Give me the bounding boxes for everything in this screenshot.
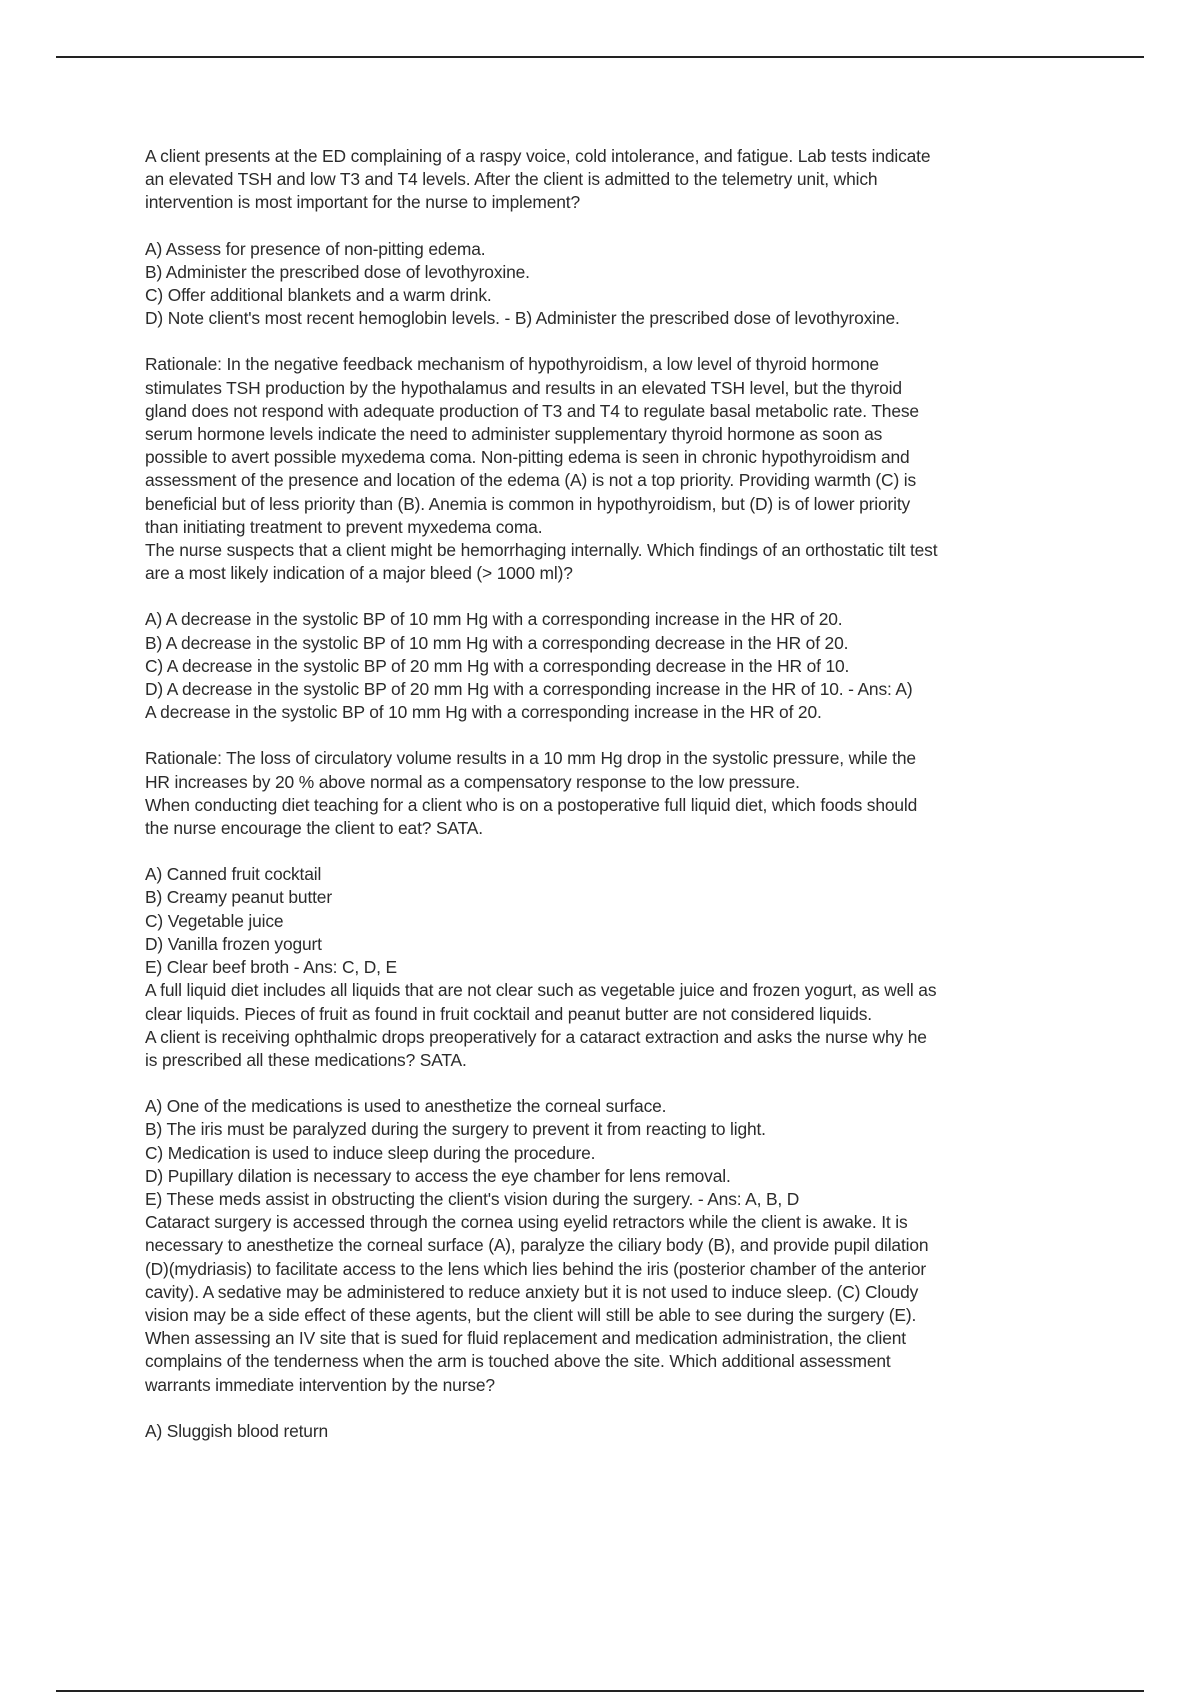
text-line: D) Note client's most recent hemoglobin levels. - B) Administer the prescribed dose of levothyroxine. — [145, 308, 900, 329]
text-line: Rationale: In the negative feedback mechanism of hypothyroidism, a low level of thyroid hormone — [145, 354, 879, 375]
text-line: Cataract surgery is accessed through the cornea using eyelid retractors while the client is awake. It is — [145, 1212, 908, 1233]
text-line: B) The iris must be paralyzed during the surgery to prevent it from reacting to light. — [145, 1119, 766, 1140]
text-line: (D)(mydriasis) to facilitate access to the lens which lies behind the iris (posterior chamber of the anterior — [145, 1258, 927, 1279]
text-line: necessary to anesthetize the corneal surface (A), paralyze the ciliary body (B), and provide pupil dilation — [145, 1235, 929, 1256]
text-line: intervention is most important for the nurse to implement? — [145, 192, 580, 213]
text-line: possible to avert possible myxedema coma. Non-pitting edema is seen in chronic hypothyroidism and — [145, 447, 910, 468]
paragraph-gap — [145, 330, 1095, 353]
document-body — [145, 145, 1095, 1443]
paragraph-gap — [145, 724, 1095, 747]
text-line: beneficial but of less priority than (B). Anemia is common in hypothyroidism, but (D) is of lower priority — [145, 493, 911, 514]
text-line: Rationale: The loss of circulatory volume results in a 10 mm Hg drop in the systolic pressure, while the — [145, 748, 916, 769]
text-line: A) Assess for presence of non-pitting edema. — [145, 238, 486, 259]
text-line: is prescribed all these medications? SATA. — [145, 1049, 467, 1070]
text-line: D) Pupillary dilation is necessary to access the eye chamber for lens removal. — [145, 1165, 731, 1186]
text-line: clear liquids. Pieces of fruit as found in fruit cocktail and peanut butter are not considered liquids. — [145, 1003, 872, 1024]
text-line: B) Administer the prescribed dose of levothyroxine. — [145, 261, 530, 282]
text-line: assessment of the presence and location of the edema (A) is not a top priority. Providing warmth (C) is — [145, 470, 917, 491]
text-line: D) A decrease in the systolic BP of 20 mm Hg with a corresponding increase in the HR of 10. - Ans: A) — [145, 679, 913, 700]
text-line: stimulates TSH production by the hypothalamus and results in an elevated TSH level, but the thyroid — [145, 377, 902, 398]
text-line: D) Vanilla frozen yogurt — [145, 933, 322, 954]
paragraph-gap — [145, 1397, 1095, 1420]
text-line: gland does not respond with adequate production of T3 and T4 to regulate basal metabolic rate. These — [145, 400, 919, 421]
text-line: cavity). A sedative may be administered to reduce anxiety but it is not used to induce sleep. (C) Cloudy — [145, 1281, 919, 1302]
text-line: warrants immediate intervention by the nurse? — [145, 1374, 495, 1395]
text-line: complains of the tenderness when the arm is touched above the site. Which additional assessment — [145, 1351, 891, 1372]
text-line: the nurse encourage the client to eat? SATA. — [145, 818, 483, 839]
bottom-rule — [56, 1690, 1144, 1692]
text-line: A) Sluggish blood return — [145, 1420, 328, 1441]
text-line: E) Clear beef broth - Ans: C, D, E — [145, 957, 397, 978]
text-line: A client is receiving ophthalmic drops preoperatively for a cataract extraction and asks the nurse why he — [145, 1026, 927, 1047]
paragraph-gap — [145, 585, 1095, 608]
text-line: When assessing an IV site that is sued for fluid replacement and medication administration, the client — [145, 1328, 906, 1349]
text-line: B) Creamy peanut butter — [145, 887, 332, 908]
text-line: A) Canned fruit cocktail — [145, 864, 322, 885]
text-line: an elevated TSH and low T3 and T4 levels. After the client is admitted to the telemetry unit, which — [145, 169, 878, 190]
text-line: A) One of the medications is used to anesthetize the corneal surface. — [145, 1096, 667, 1117]
text-line: B) A decrease in the systolic BP of 10 mm Hg with a corresponding decrease in the HR of 20. — [145, 632, 849, 653]
text-line: are a most likely indication of a major bleed (> 1000 ml)? — [145, 563, 573, 584]
text-line: serum hormone levels indicate the need to administer supplementary thyroid hormone as soon as — [145, 424, 883, 445]
top-rule — [56, 56, 1144, 58]
paragraph-gap — [145, 1072, 1095, 1095]
paragraph-gap — [145, 215, 1095, 238]
text-line: A full liquid diet includes all liquids that are not clear such as vegetable juice and frozen yogurt, as well as — [145, 980, 937, 1001]
text-line: C) Medication is used to induce sleep during the procedure. — [145, 1142, 596, 1163]
text-line: A decrease in the systolic BP of 10 mm Hg with a corresponding increase in the HR of 20. — [145, 702, 822, 723]
text-line: C) Offer additional blankets and a warm drink. — [145, 285, 492, 306]
paragraph-gap — [145, 840, 1095, 863]
text-line: HR increases by 20 % above normal as a compensatory response to the low pressure. — [145, 771, 800, 792]
text-line: E) These meds assist in obstructing the client's vision during the surgery. - Ans: A, B, D — [145, 1188, 800, 1209]
text-line: C) A decrease in the systolic BP of 20 mm Hg with a corresponding decrease in the HR of 10. — [145, 655, 850, 676]
text-line: C) Vegetable juice — [145, 910, 284, 931]
text-line: The nurse suspects that a client might be hemorrhaging internally. Which findings of an orthostatic tilt test — [145, 540, 938, 561]
text-line: vision may be a side effect of these agents, but the client will still be able to see during the surgery (E). — [145, 1304, 917, 1325]
text-line: When conducting diet teaching for a client who is on a postoperative full liquid diet, which foods should — [145, 794, 918, 815]
text-line: than initiating treatment to prevent myxedema coma. — [145, 516, 543, 537]
text-line: A client presents at the ED complaining of a raspy voice, cold intolerance, and fatigue. Lab tests indicate — [145, 146, 931, 166]
text-line: A) A decrease in the systolic BP of 10 mm Hg with a corresponding increase in the HR of 20. — [145, 609, 843, 630]
